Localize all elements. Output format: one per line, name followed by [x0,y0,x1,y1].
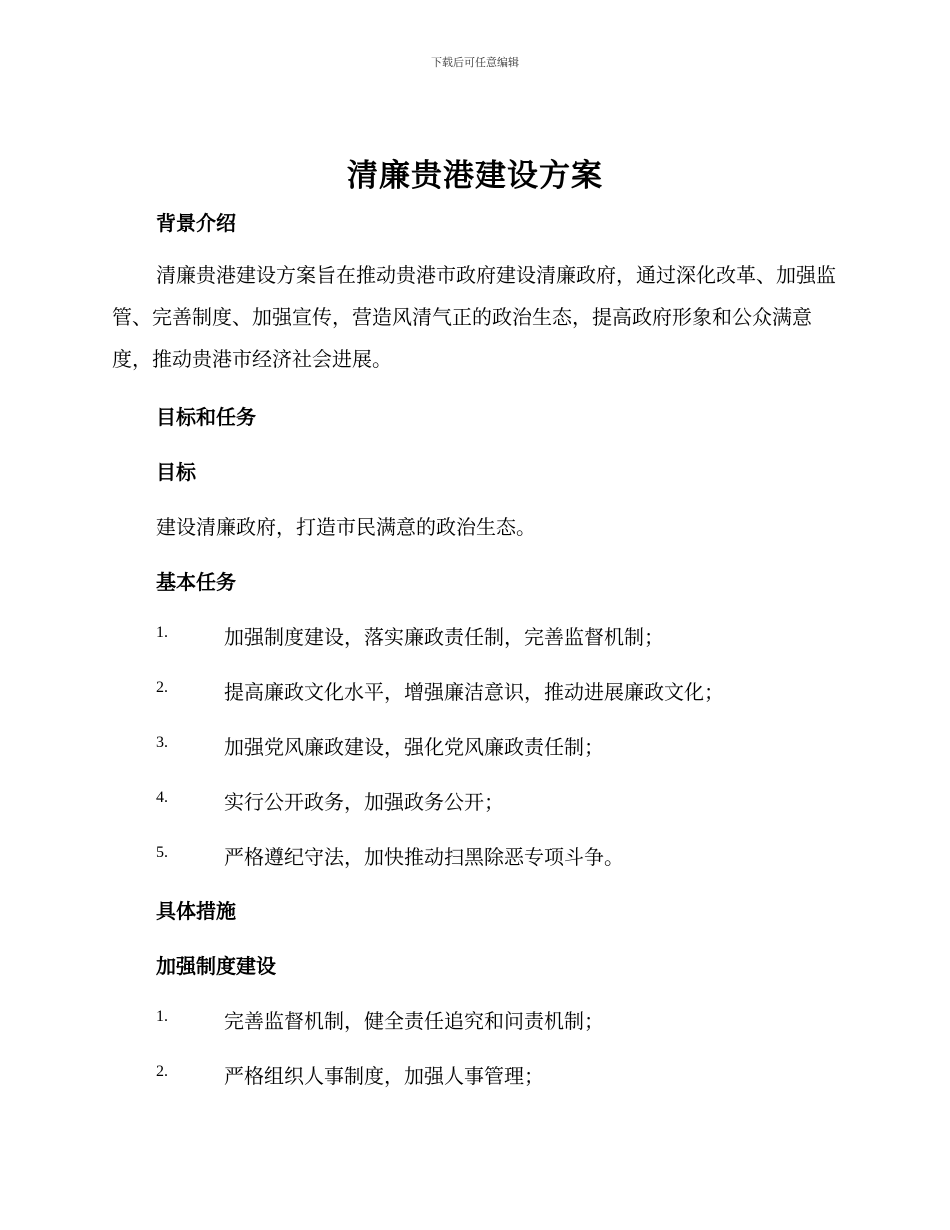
target-text: 建设清廉政府，打造市民满意的政治生态。 [156,515,536,539]
document-title: 清廉贵港建设方案 [347,158,603,194]
section-heading-background: 背景介绍 [156,211,236,235]
list-item-text: 完善监督机制，健全责任追究和问责机制； [224,1009,604,1033]
list-item-number: 5. [156,844,168,861]
subheading-target: 目标 [156,460,196,484]
subheading-system-building: 加强制度建设 [156,954,276,978]
list-item-text: 加强党风廉政建设，强化党风廉政责任制； [224,735,604,759]
background-paragraph: 清廉贵港建设方案旨在推动贵港市政府建设清廉政府，通过深化改革、加强监管、完善制度、加强宣传，营造风清气正的政治生态，提高政府形象和公众满意度，推动贵港市经济社会进展。 [112,263,836,371]
list-item-text: 加强制度建设，落实廉政责任制，完善监督机制； [224,625,664,649]
subheading-basic-tasks: 基本任务 [156,570,236,594]
list-item-number: 2. [156,1063,168,1080]
section-heading-measures: 具体措施 [156,899,236,923]
list-item-number: 4. [156,789,168,806]
header-note: 下载后可任意编辑 [431,56,519,69]
list-item-number: 1. [156,1008,168,1025]
list-item-number: 2. [156,679,168,696]
list-item-text: 严格组织人事制度，加强人事管理； [224,1064,544,1088]
list-item-text: 实行公开政务，加强政务公开； [224,790,504,814]
section-heading-goals: 目标和任务 [156,405,256,429]
list-item-number: 1. [156,624,168,641]
list-item-number: 3. [156,734,168,751]
list-item-text: 严格遵纪守法，加快推动扫黑除恶专项斗争。 [224,845,624,869]
list-item-text: 提高廉政文化水平，增强廉洁意识，推动进展廉政文化； [224,680,724,704]
